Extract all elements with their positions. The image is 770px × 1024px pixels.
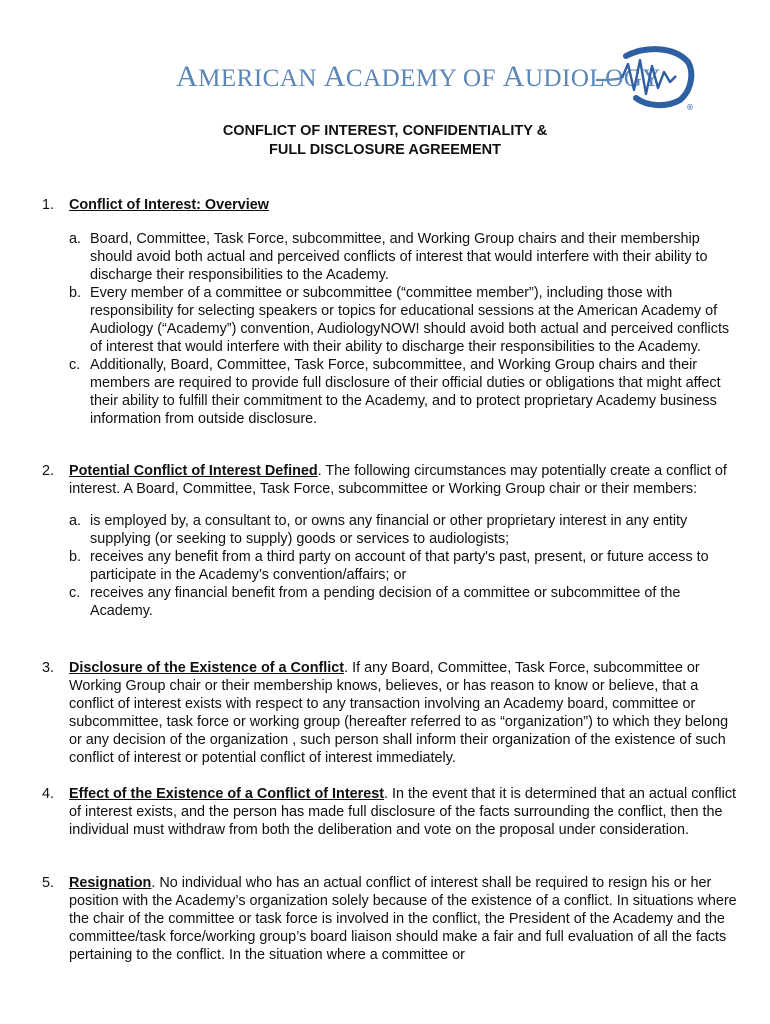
item-letter: a. xyxy=(69,231,82,247)
list-item xyxy=(42,284,742,356)
section-items xyxy=(42,230,742,428)
section-text: . In the event that it is determined that an actual conflict of interest exists, and the person has made full disclosure of the facts surrounding the conflict, then the individual must withdraw from both the deliberation and vote on the proposal under consideration. xyxy=(69,786,737,838)
list-item xyxy=(42,584,742,620)
sound-wave-logo-icon xyxy=(596,44,696,110)
title-line-1: CONFLICT OF INTEREST, CONFIDENTIALITY & xyxy=(222,123,548,139)
section-heading: Resignation xyxy=(69,875,152,891)
academy-logo xyxy=(176,44,696,110)
item-letter: b. xyxy=(69,285,82,301)
registered-mark: ® xyxy=(686,103,694,110)
section-heading-row xyxy=(42,462,742,498)
section-conflict-overview xyxy=(42,196,742,428)
section-resignation xyxy=(42,874,742,964)
section-heading: Disclosure of the Existence of a Conflict xyxy=(69,660,345,676)
list-item xyxy=(42,356,742,428)
item-text: Additionally, Board, Committee, Task Force, subcommittee, and Working Group chairs and their members are required to provide full disclosure of their official duties or obligations that might affect their ability to fulfill their commitment to the Academy, and to protect proprietary Academy business information from outside disclosure. xyxy=(90,357,721,427)
title-line-2: FULL DISCLOSURE AGREEMENT xyxy=(268,142,501,158)
section-text: . No individual who has an actual conflict of interest shall be required to resign his or her position with the Academy’s organization solely because of the existence of a conflict. In situations where the chair of the committee or task force is involved in the conflict, the President of the Academy and the committee/task force/working group’s board liaison should make a fair and full evaluation of all the facts pertaining to the conflict. In the situation where a committee or xyxy=(69,875,737,963)
section-number: 2. xyxy=(42,463,55,479)
list-item xyxy=(42,548,742,584)
section-potential-conflict-defined xyxy=(42,462,742,620)
document-title xyxy=(0,122,770,160)
section-number: 3. xyxy=(42,660,55,676)
item-letter: a. xyxy=(69,513,82,529)
section-heading: Potential Conflict of Interest Defined xyxy=(69,463,318,479)
section-heading-row xyxy=(42,196,742,214)
section-heading-row xyxy=(42,785,742,839)
item-text: receives any financial benefit from a pending decision of a committee or subcommittee of the Academy. xyxy=(90,585,681,619)
list-item xyxy=(42,230,742,284)
item-text: receives any benefit from a third party on account of that party's past, present, or future access to participate in the Academy’s convention/affairs; or xyxy=(90,549,709,583)
section-disclosure-of-conflict xyxy=(42,659,742,767)
item-letter: b. xyxy=(69,549,82,565)
section-items xyxy=(42,512,742,620)
item-text: is employed by, a consultant to, or owns any financial or other proprietary interest in any entity supplying (or seeking to supply) goods or services to audiologists; xyxy=(90,513,688,547)
section-effect-of-conflict xyxy=(42,785,742,839)
section-number: 4. xyxy=(42,786,55,802)
item-text: Every member of a committee or subcommittee (“committee member”), including those with responsibility for selecting speakers or topics for educational sessions at the American Academy of Audiology (“Academy”) convention, AudiologyNOW! should avoid both actual and perceived conflicts of interest that would interfere with their ability to discharge their responsibilities to the Academy. xyxy=(90,285,730,355)
list-item xyxy=(42,512,742,548)
item-text: Board, Committee, Task Force, subcommittee, and Working Group chairs and their membership should avoid both actual and perceived conflicts of interest that would interfere with their ability to discharge their responsibilities to the Academy. xyxy=(90,231,708,283)
section-heading-row xyxy=(42,874,742,964)
item-letter: c. xyxy=(69,357,81,373)
section-number: 5. xyxy=(42,875,55,891)
section-heading: Effect of the Existence of a Conflict of Interest xyxy=(69,786,385,802)
item-letter: c. xyxy=(69,585,81,601)
section-text: . If any Board, Committee, Task Force, subcommittee or Working Group chair or their membership knows, believes, or has reason to know or believe, that a conflict of interest exists with respect to any transaction involving an Academy board, committee or subcommittee, task force or working group (hereafter referred to as “organization”) to which they belong or any decision of the organization , such person shall inform their organization of the existence of such conflict of interest or potential conflict of interest immediately. xyxy=(69,660,729,766)
section-heading-row xyxy=(42,659,742,767)
section-heading: Conflict of Interest: Overview xyxy=(69,197,269,213)
logo-wordmark: AMERICAN ACADEMY OF AUDIOLOGY xyxy=(176,60,661,93)
section-text: . The following circumstances may potentially create a conflict of interest. A Board, Committee, Task Force, subcommittee or Working Group chair or their members: xyxy=(69,463,727,497)
section-number: 1. xyxy=(42,197,55,213)
